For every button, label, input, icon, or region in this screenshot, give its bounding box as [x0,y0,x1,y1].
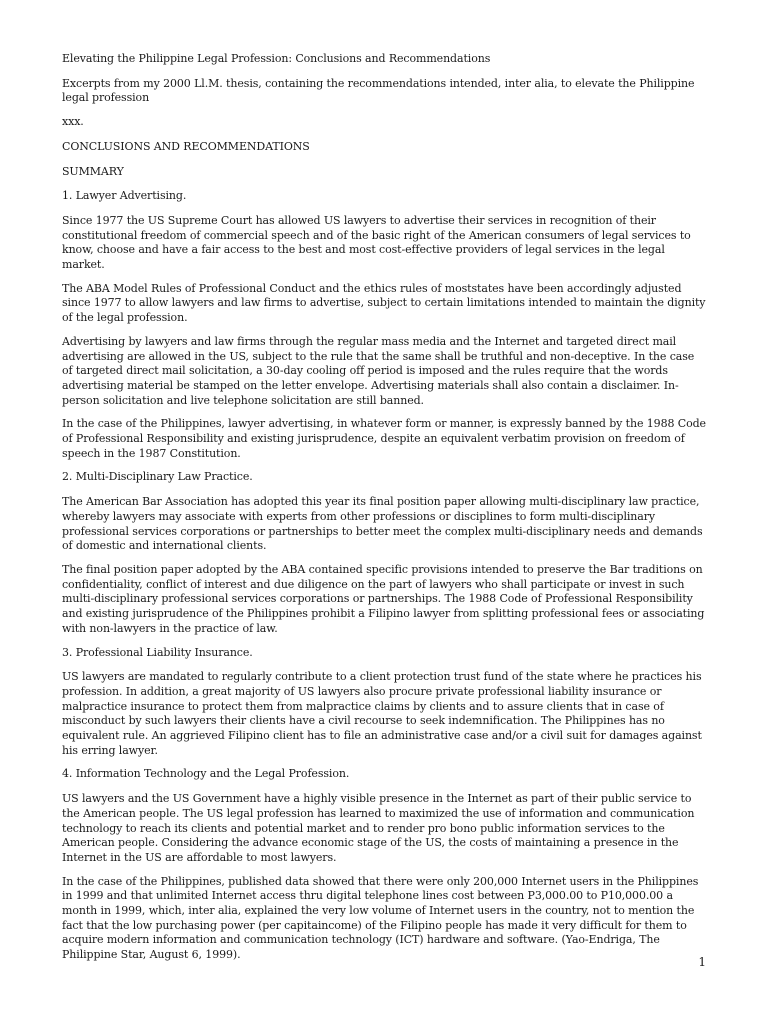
section-3-paragraph-1: US lawyers are mandated to regularly contribute to a client protection trust fund of the state where he practices his profession. In addition, a great majority of US lawyers also procure private professional liability insurance or malpractice insurance to protect them from malpractice claims by clients and to assure clients that in case of misconduct by such lawyers their clients have a civil recourse to seek indemnification. The Philippines has no equivalent rule. An aggrieved Filipino client has to file an administrative case and/or a civil suit for damages against his erring lawyer. [62,670,702,757]
section-2-title: 2. Multi-Disciplinary Law Practice. [62,470,253,484]
section-4-paragraph-1: US lawyers and the US Government have a highly visible presence in the Internet as part of their public service to the American people. The US legal profession has learned to maximized the use of information and communication technology to reach its clients and potential market and to render pro bono public information services to the American people. Considering the advance economic stage of the US, the costs of maintaining a presence in the Internet in the US are affordable to most lawyers. [62,792,695,864]
section-2-paragraph-2: The final position paper adopted by the ABA contained specific provisions intended to preserve the Bar traditions on confidentiality, conflict of interest and due diligence on the part of lawyers who shall participate or invest in such multi-disciplinary professional services corporations or partnerships. The 1988 Code of Professional Responsibility and existing jurisprudence of the Philippines prohibit a Filipino lawyer from splitting professional fees or associating with non-lawyers in the practice of law. [62,562,705,635]
section-1-paragraph-4: In the case of the Philippines, lawyer advertising, in whatever form or manner, is expressly banned by the 1988 Code of Professional Responsibility and existing jurisprudence, despite an equivalent verbatim provision on freedom of speech in the 1987 Constitution. [62,417,706,460]
section-heading: CONCLUSIONS AND RECOMMENDATIONS [62,139,310,153]
section-4-paragraph-2: In the case of the Philippines, published data showed that there were only 200,000 Internet users in the Philippines in 1999 and that unlimited Internet access thru digital telephone lines cost between P3,000.00 to P10,000.00 a month in 1999, which, inter alia, explained the very low volume of Internet users in the country, not to mention the fact that the low purchasing power (per capitaincome) of the Filipino people has made it very difficult for them to acquire modern information and communication technology (ICT) hardware and software. (Yao-Endriga, The Philippine Star, August 6, 1999). [62,874,699,962]
document-title: Elevating the Philippine Legal Profession: Conclusions and Recommendations [62,52,491,65]
section-1-title: 1. Lawyer Advertising. [62,189,187,203]
section-2-paragraph-1: The American Bar Association has adopted this year its final position paper allowing multi-disciplinary law practice, whereby lawyers may associate with experts from other professions or disciplines to form multi-disciplinary professional services corporations or partnerships to better meet the complex multi-disciplinary needs and demands of domestic and international clients. [62,495,703,553]
section-1-paragraph-2: The ABA Model Rules of Professional Conduct and the ethics rules of moststates have been accordingly adjusted since 1977 to allow lawyers and law firms to advertise, subject to certain limitations intended to maintain the dignity of the legal profession. [62,281,706,325]
intro-paragraph: Excerpts from my 2000 Ll.M. thesis, containing the recommendations intended, inter alia, to elevate the Philippine legal profession [62,76,695,105]
document-page [62,52,708,972]
section-1-paragraph-1: Since 1977 the US Supreme Court has allowed US lawyers to advertise their services in recognition of their constitutional freedom of commercial speech and of the basic right of the American consumers of legal services to know, choose and have a fair access to the best and most cost-effective providers of legal services in the legal market. [62,213,691,272]
separator: xxx. [62,115,84,129]
section-1-paragraph-3: Advertising by lawyers and law firms through the regular mass media and the Internet and targeted direct mail advertising are allowed in the US, subject to the rule that the same shall be truthful and non-deceptive. In the case of targeted direct mail solicitation, a 30-day cooling off period is imposed and the rules require that the words advertising material be stamped on the letter envelope. Advertising materials shall also contain a disclaimer. In-person solicitation and live telephone solicitation are still banned. [62,334,695,407]
section-3-title: 3. Professional Liability Insurance. [62,645,253,659]
page-number: 1 [698,955,706,969]
section-4-title: 4. Information Technology and the Legal Profession. [62,767,350,781]
summary-heading: SUMMARY [62,164,124,178]
